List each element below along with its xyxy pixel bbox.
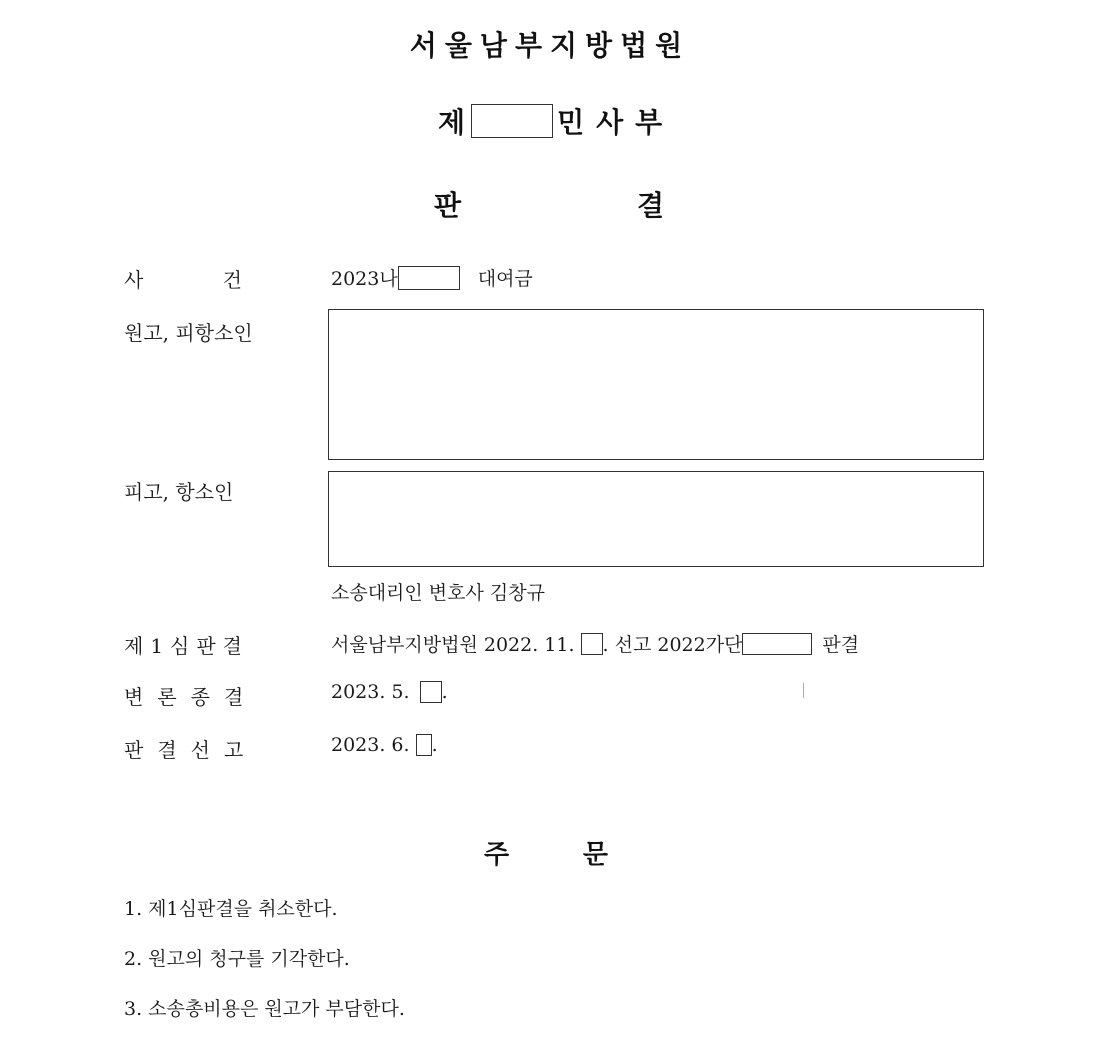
redacted-case-number xyxy=(398,266,460,290)
case-number-prefix: 2023나 xyxy=(331,268,398,290)
case-label-right: 건 xyxy=(222,268,242,292)
defendant-attorney: 소송대리인 변호사 김창규 xyxy=(331,582,545,604)
sentencing-value xyxy=(331,734,438,756)
redacted-defendant-info xyxy=(328,471,984,567)
redacted-closing-day xyxy=(420,681,442,703)
sentencing-label: 판결선고 xyxy=(124,738,258,762)
defendant-label: 피고, 항소인 xyxy=(124,480,234,504)
redacted-plaintiff-info xyxy=(328,309,984,460)
closing-date-end: . xyxy=(441,681,448,703)
plaintiff-label: 원고, 피항소인 xyxy=(124,321,253,345)
closing-value xyxy=(331,681,448,703)
order-item-3: 3. 소송총비용은 원고가 부담한다. xyxy=(124,998,405,1020)
first-instance-court-date: 서울남부지방법원 2022. 11. xyxy=(331,634,575,656)
closing-date: 2023. 5. xyxy=(331,681,410,703)
case-label xyxy=(124,264,242,293)
division-title xyxy=(438,104,674,138)
orders-title-left: 주 xyxy=(484,840,510,870)
redacted-division-number xyxy=(471,104,553,138)
document-title xyxy=(434,184,664,224)
orders-title xyxy=(484,834,608,871)
title-right-char: 결 xyxy=(636,189,664,222)
redacted-sentencing-day xyxy=(416,734,432,756)
first-instance-suffix: 판결 xyxy=(822,634,860,656)
first-instance-label: 제1심판결 xyxy=(124,634,250,658)
title-left-char: 판 xyxy=(434,189,462,222)
court-name: 서울남부지방법원 xyxy=(409,29,691,62)
closing-label: 변론종결 xyxy=(124,685,258,709)
redacted-first-instance-number xyxy=(742,633,812,655)
case-label-left: 사 xyxy=(124,268,144,292)
case-type: 대여금 xyxy=(477,268,533,290)
case-value xyxy=(331,264,533,291)
order-item-2: 2. 원고의 청구를 기각한다. xyxy=(124,948,350,970)
first-instance-case-prefix: . 선고 2022가단 xyxy=(602,634,743,656)
sentencing-date: 2023. 6. xyxy=(331,734,410,756)
sentencing-date-end: . xyxy=(431,734,438,756)
order-item-1: 1. 제1심판결을 취소한다. xyxy=(124,898,338,920)
orders-title-right: 문 xyxy=(582,840,608,870)
first-instance-value xyxy=(331,630,859,657)
scan-mark xyxy=(803,683,804,698)
redacted-day xyxy=(581,633,603,655)
division-suffix: 민사부 xyxy=(557,106,675,139)
division-prefix: 제 xyxy=(438,106,466,139)
